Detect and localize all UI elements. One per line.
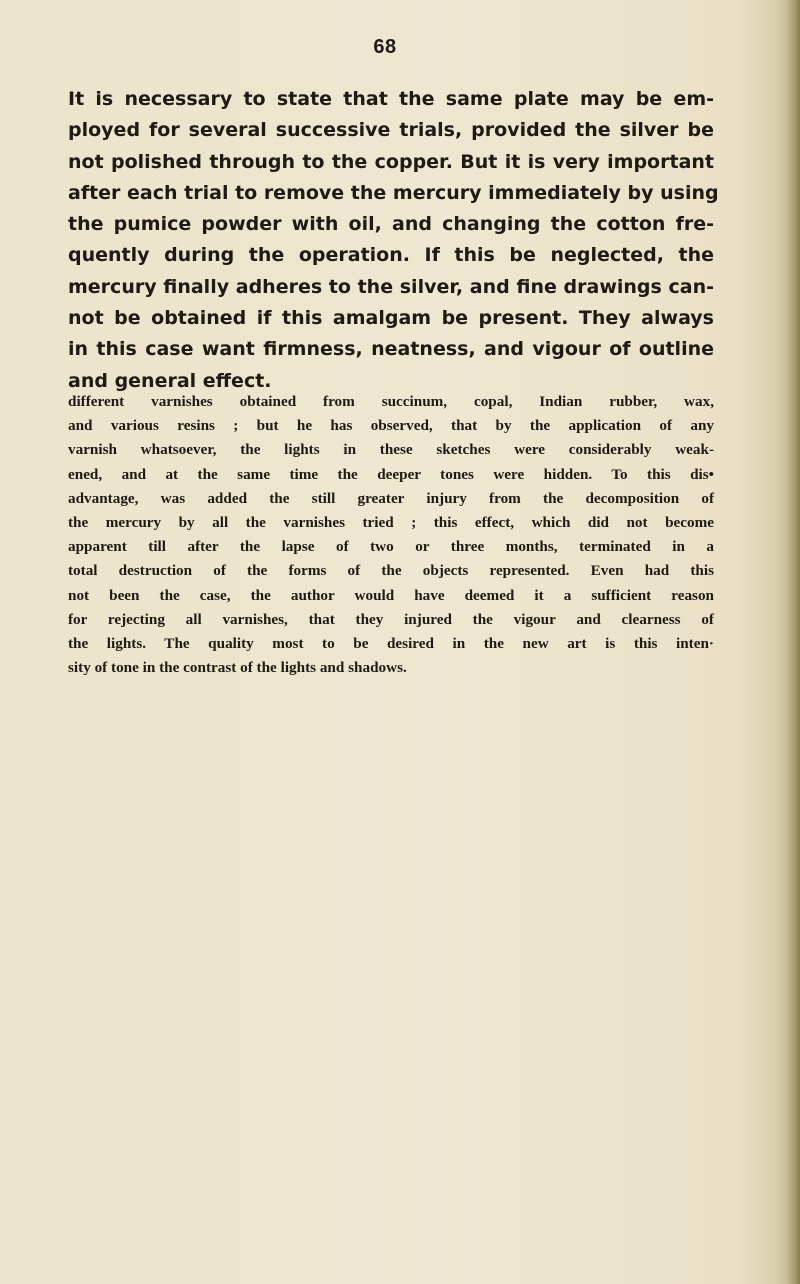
note-paragraph-line: for rejecting all varnishes, that they injured the vigour and clearness of (68, 610, 714, 628)
page-edge-shadow (786, 0, 800, 1284)
main-paragraph-line: in this case want firmness, neatness, and vigour of outline (68, 338, 714, 361)
note-paragraph-line: varnish whatsoever, the lights in these sketches were considerably weak- (68, 441, 714, 459)
note-paragraph-line: sity of tone in the contrast of the lights and shadows. (68, 659, 407, 677)
note-paragraph-line: not been the case, the author would have deemed it a sufficient reason (68, 586, 714, 604)
main-paragraph-line: not be obtained if this amalgam be present. They always (68, 307, 714, 330)
note-paragraph (68, 390, 714, 680)
note-paragraph-line: advantage, was added the still greater injury from the decomposition of (68, 489, 714, 507)
note-paragraph-line: ened, and at the same time the deeper tones were hidden. To this dis• (68, 465, 714, 483)
note-paragraph-line: the lights. The quality most to be desired in the new art is this inten· (68, 635, 714, 653)
main-paragraph-line: ployed for several successive trials, provided the silver be (68, 119, 714, 142)
main-paragraph-line: mercury finally adheres to the silver, and fine drawings can- (68, 275, 714, 298)
main-paragraph-line: not polished through to the copper. But it is very important (68, 150, 714, 173)
note-paragraph-line: total destruction of the forms of the objects represented. Even had this (68, 562, 714, 580)
note-paragraph-line: and various resins ; but he has observed, that by the application of any (68, 417, 714, 435)
note-paragraph-line: different varnishes obtained from succinum, copal, Indian rubber, wax, (68, 393, 714, 410)
main-paragraph-line: and general effect. (68, 369, 272, 392)
main-paragraph-line: quently during the operation. If this be neglected, the (68, 244, 714, 267)
page-number: 68 (373, 36, 397, 58)
note-paragraph-line: the mercury by all the varnishes tried ; this effect, which did not become (68, 514, 714, 532)
main-paragraph-line: the pumice powder with oil, and changing the cotton fre- (68, 213, 714, 236)
main-paragraph-line: after each trial to remove the mercury immediately by using (68, 181, 719, 204)
note-paragraph-line: apparent till after the lapse of two or three months, terminated in a (68, 538, 714, 556)
main-paragraph-line: It is necessary to state that the same plate may be em- (68, 88, 714, 110)
main-paragraph (68, 84, 719, 397)
